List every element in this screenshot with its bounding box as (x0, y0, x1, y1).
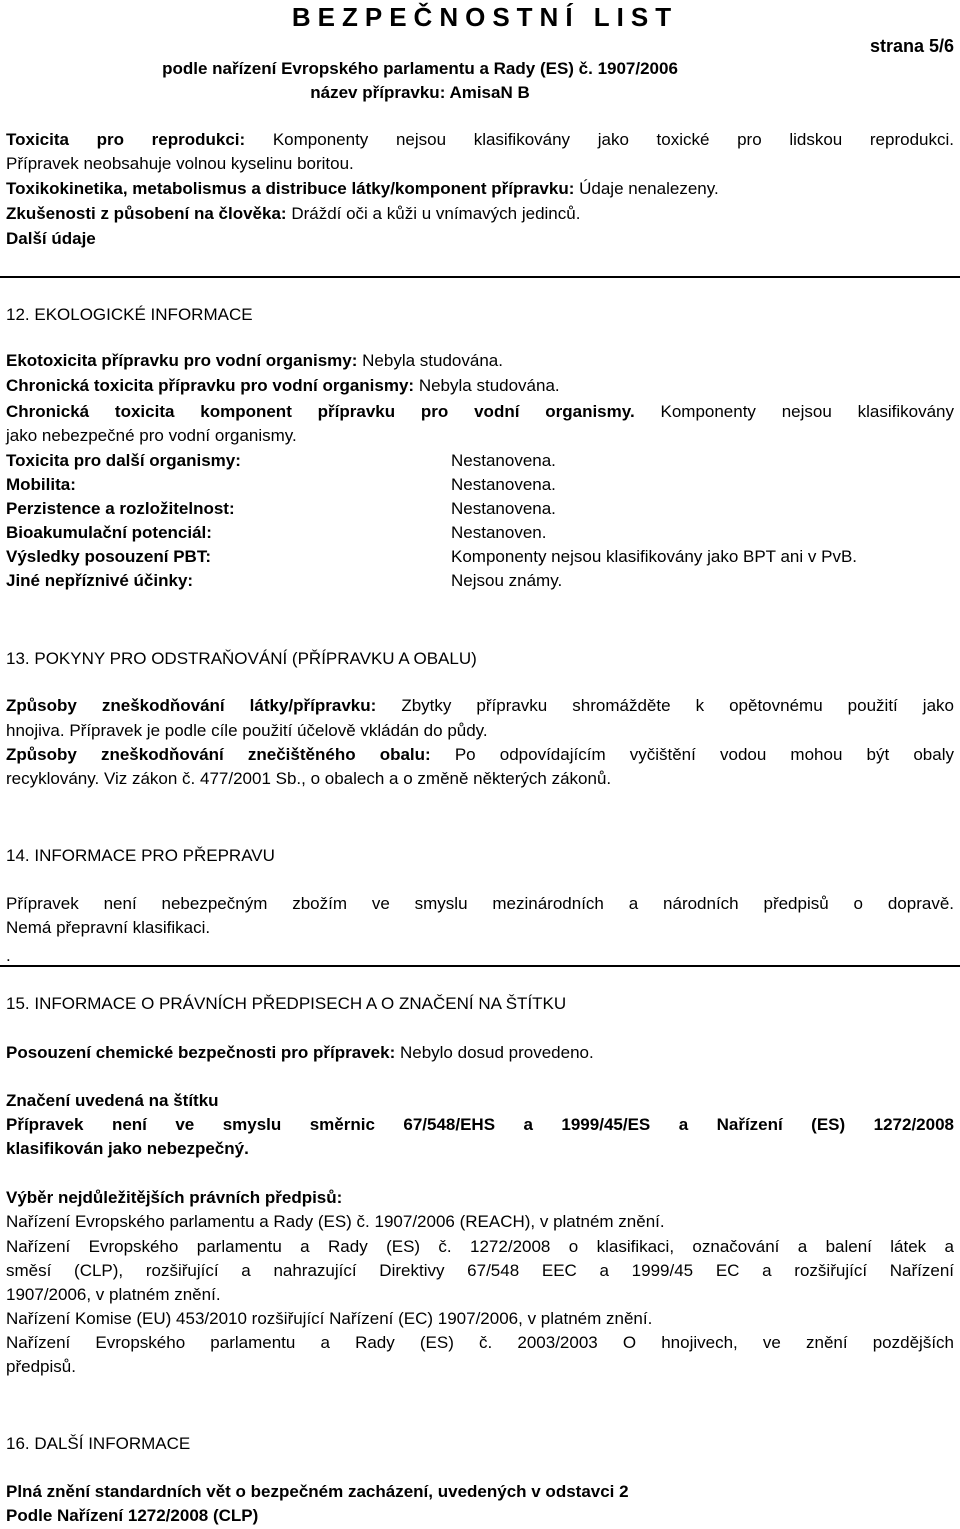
regulation-item-cont: směsí (CLP), rozšiřující a nahrazující Direktivy 67/548 EEC a 1999/45 EC a rozšiřující Nařízení (6, 1261, 954, 1280)
table-row-value: Nestanovena. (451, 499, 556, 518)
assessment-line: Posouzení chemické bezpečnosti pro přípravek: Nebylo dosud provedeno. (6, 1043, 594, 1062)
toxicokinetics-line: Toxikokinetika, metabolismus a distribuce látky/komponent přípravku: Údaje nenalezeny. (6, 179, 719, 198)
disposal-line-2: hnojiva. Přípravek je podle cíle použití účelově vkládán do půdy. (6, 721, 488, 740)
regulation-item: Nařízení Evropského parlamentu a Rady (ES) č. 2003/2003 O hnojivech, ve znění pozdějších (6, 1333, 954, 1352)
stray-dot: . (6, 946, 11, 965)
section-16-heading: 16. DALŠÍ INFORMACE (6, 1434, 191, 1453)
regulation-item-cont: 1907/2006, v platném znění. (6, 1285, 221, 1304)
table-row-value: Komponenty nejsou klasifikovány jako BPT ani v PvB. (451, 547, 858, 566)
table-row-label: Jiné nepříznivé účinky: (6, 571, 194, 590)
regulation-item-cont: předpisů. (6, 1357, 76, 1376)
section-14-heading: 14. INFORMACE PRO PŘEPRAVU (6, 846, 275, 865)
further-info-sub: Plná znění standardních vět o bezpečném zacházení, uvedených v odstavci 2 (6, 1482, 629, 1501)
packaging-line: Způsoby zneškodňování znečištěného obalu: Po odpovídajícím vyčištění vodou mohou být obaly (6, 745, 954, 764)
section-divider (0, 276, 960, 278)
page-number: strana 5/6 (869, 36, 954, 56)
product-name: název přípravku: AmisaN B (310, 83, 530, 102)
table-row-label: Perzistence a rozložitelnost: (6, 499, 235, 518)
human-exposure-line: Zkušenosti z působení na člověka: Dráždí oči a kůži u vnímavých jedinců. (6, 204, 581, 223)
document-title: BEZPEČNOSTNÍ LIST (291, 2, 679, 32)
regulation-item: Nařízení Evropského parlamentu a Rady (ES) č. 1272/2008 o klasifikaci, označování a balení látek a (6, 1237, 954, 1256)
chronic-comp-line-2: jako nebezpečné pro vodní organismy. (6, 426, 297, 445)
table-row-label: Výsledky posouzení PBT: (6, 547, 211, 566)
table-row-value: Nejsou známy. (451, 571, 563, 590)
table-row-value: Nestanovena. (451, 451, 556, 470)
disposal-line: Způsoby zneškodňování látky/přípravku: Zbytky přípravku shromážděte k opětovnému použití jako (6, 696, 954, 715)
label-heading: Značení uvedená na štítku (6, 1091, 219, 1110)
table-row-label: Toxicita pro další organismy: (6, 451, 241, 470)
chronic-tox-line: Chronická toxicita přípravku pro vodní organismy: Nebyla studována. (6, 376, 560, 395)
other-data-label: Další údaje (6, 229, 96, 248)
transport-line-2: Nemá přepravní klasifikaci. (6, 918, 211, 937)
table-row-label: Mobilita: (6, 475, 76, 494)
label-text-2: klasifikován jako nebezpečný. (6, 1139, 249, 1158)
table-row-value: Nestanovena. (451, 475, 556, 494)
table-row-label: Bioakumulační potenciál: (6, 523, 212, 542)
repro-line: Toxicita pro reprodukci: Komponenty nejsou klasifikovány jako toxické pro lidskou reprodukci. (6, 130, 954, 149)
label-text: Přípravek není ve smyslu směrnic 67/548/EHS a 1999/45/ES a Nařízení (ES) 1272/2008 (6, 1115, 954, 1134)
chronic-comp-line: Chronická toxicita komponent přípravku pro vodní organismy. Komponenty nejsou klasifikovány (6, 402, 954, 421)
section-13-heading: 13. POKYNY PRO ODSTRAŇOVÁNÍ (PŘÍPRAVKU A OBALU) (6, 649, 477, 668)
table-row-value: Nestanoven. (451, 523, 547, 542)
ecotox-line: Ekotoxicita přípravku pro vodní organismy: Nebyla studována. (6, 351, 503, 370)
section-15-heading: 15. INFORMACE O PRÁVNÍCH PŘEDPISECH A O ZNAČENÍ NA ŠTÍTKU (6, 994, 567, 1013)
packaging-line-2: recyklovány. Viz zákon č. 477/2001 Sb., o obalech a o změně některých zákonů. (6, 769, 612, 788)
repro-line-2: Přípravek neobsahuje volnou kyselinu boritou. (6, 154, 354, 173)
regulations-heading: Výběr nejdůležitějších právních předpisů: (6, 1188, 343, 1207)
regulation-subtitle: podle nařízení Evropského parlamentu a Rady (ES) č. 1907/2006 (162, 59, 678, 78)
further-info-sub-2: Podle Nařízení 1272/2008 (CLP) (6, 1506, 259, 1525)
section-divider (0, 965, 960, 967)
transport-line: Přípravek není nebezpečným zbožím ve smyslu mezinárodních a národních předpisů o dopravě. (6, 894, 954, 913)
section-12-heading: 12. EKOLOGICKÉ INFORMACE (6, 305, 253, 324)
regulation-item: Nařízení Evropského parlamentu a Rady (ES) č. 1907/2006 (REACH), v platném znění. (6, 1212, 665, 1231)
regulation-item: Nařízení Komise (EU) 453/2010 rozšiřující Nařízení (EC) 1907/2006, v platném znění. (6, 1309, 653, 1328)
